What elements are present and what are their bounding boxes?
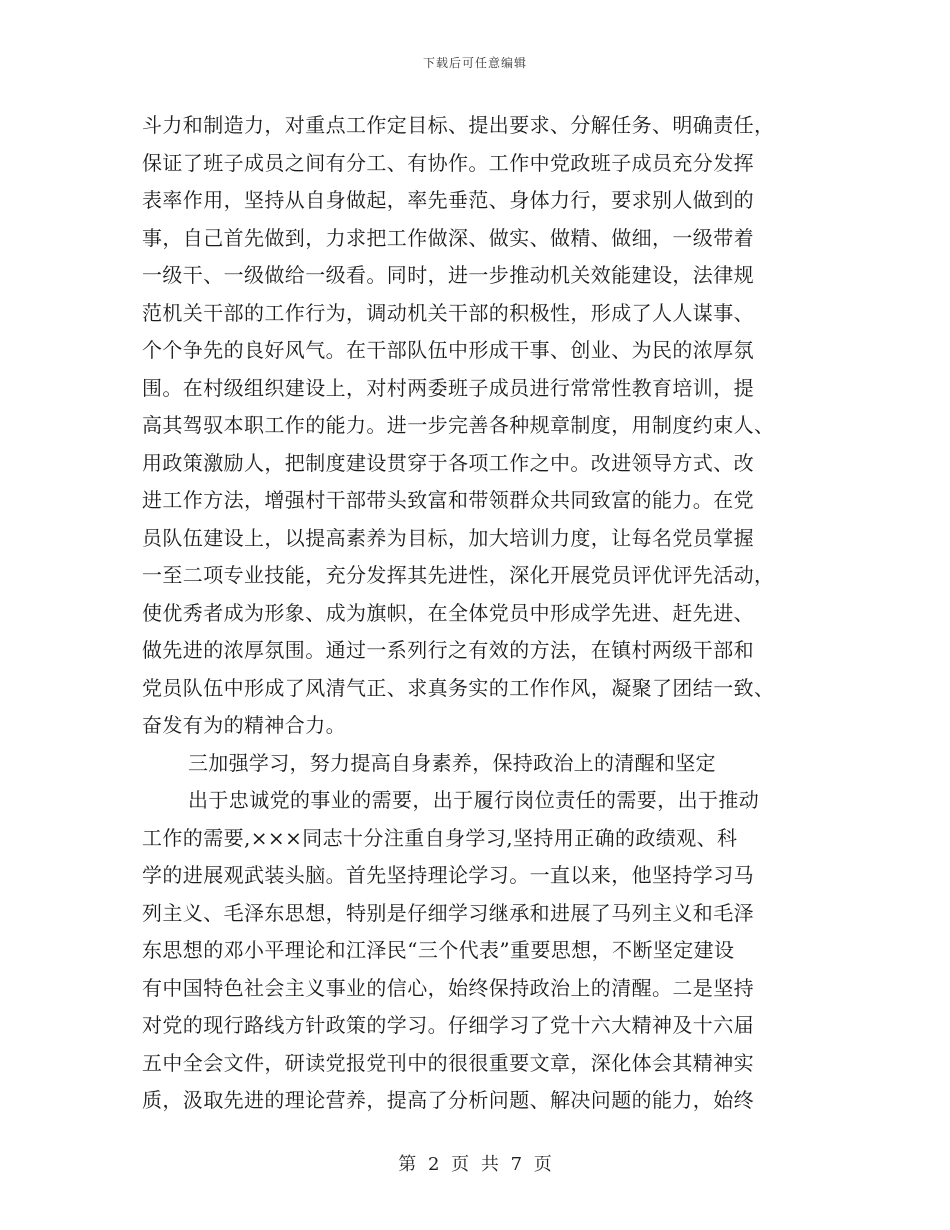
text-line: 保证了班子成员之间有分工、有协作。工作中党政班子成员充分发挥 [142,150,754,175]
text-line: 五中全会文件，研读党报党刊中的很很重要文章，深化体会其精神实 [142,1050,754,1075]
text-line: 出于忠诚党的事业的需要，出于履行岗位责任的需要，出于推动 [188,788,760,812]
text-line: 范机关干部的工作行为，调动机关干部的积极性，形成了人人谋事、 [142,300,754,325]
text-line: 员队伍建设上，以提高素养为目标，加大培训力度，让每名党员掌握 [142,525,754,550]
text-line: 使优秀者成为形象、成为旗帜，在全体党员中形成学先进、赶先进、 [142,600,754,625]
text-line: 围。在村级组织建设上，对村两委班子成员进行常常性教育培训，提 [142,375,754,400]
text-line: 用政策激励人，把制度建设贯穿于各项工作之中。改进领导方式、改 [142,450,754,475]
body-text [142,107,810,1120]
text-line: 对党的现行路线方针政策的学习。仔细学习了党十六大精神及十六届 [142,1013,754,1037]
text-line: 做先进的浓厚氛围。通过一系列行之有效的方法，在镇村两级干部和 [142,638,754,662]
text-line: 进工作方法，增强村干部带头致富和带领群众共同致富的能力。在党 [142,488,754,512]
text-line: 工作的需要,×××同志十分注重自身学习,坚持用正确的政绩观、科 [142,825,738,850]
text-line: 表率作用，坚持从自身做起，率先垂范、身体力行，要求别人做到的 [142,188,754,212]
text-line: 奋发有为的精神合力。 [142,713,346,737]
section-heading: 三加强学习，努力提高自身素养，保持政治上的清醒和坚定 [188,750,716,775]
text-line: 党员队伍中形成了风清气正、求真务实的工作作风，凝聚了团结一致、 [142,675,775,700]
text-line: 学的进展观武装头脑。首先坚持理论学习。一直以来，他坚持学习马 [142,863,754,887]
header-note: 下载后可任意编辑 [422,56,527,70]
text-line: 一至二项专业技能，充分发挥其先进性，深化开展党员评优评先活动， [142,563,775,587]
text-line: 高其驾驭本职工作的能力。进一步完善各种规章制度，用制度约束人、 [142,413,775,437]
text-line: 事，自己首先做到，力求把工作做深、做实、做精、做细，一级带着 [142,225,754,250]
text-line: 斗力和制造力，对重点工作定目标、提出要求、分解任务、明确责任， [142,113,775,137]
text-line: 个个争先的良好风气。在干部队伍中形成干事、创业、为民的浓厚氛 [142,338,754,362]
text-line: 一级干、一级做给一级看。同时，进一步推动机关效能建设，法律规 [142,263,754,287]
text-line: 质，汲取先进的理论营养，提高了分析问题、解决问题的能力，始终 [142,1088,754,1112]
text-line: 有中国特色社会主义事业的信心，始终保持政治上的清醒。二是坚持 [142,975,754,1000]
text-line: 列主义、毛泽东思想，特别是仔细学习继承和进展了马列主义和毛泽 [142,900,754,925]
text-line: 东思想的邓小平理论和江泽民“三个代表”重要思想，不断坚定建设 [142,938,735,962]
page-footer: 第 2 页 共 7 页 [398,1154,552,1175]
